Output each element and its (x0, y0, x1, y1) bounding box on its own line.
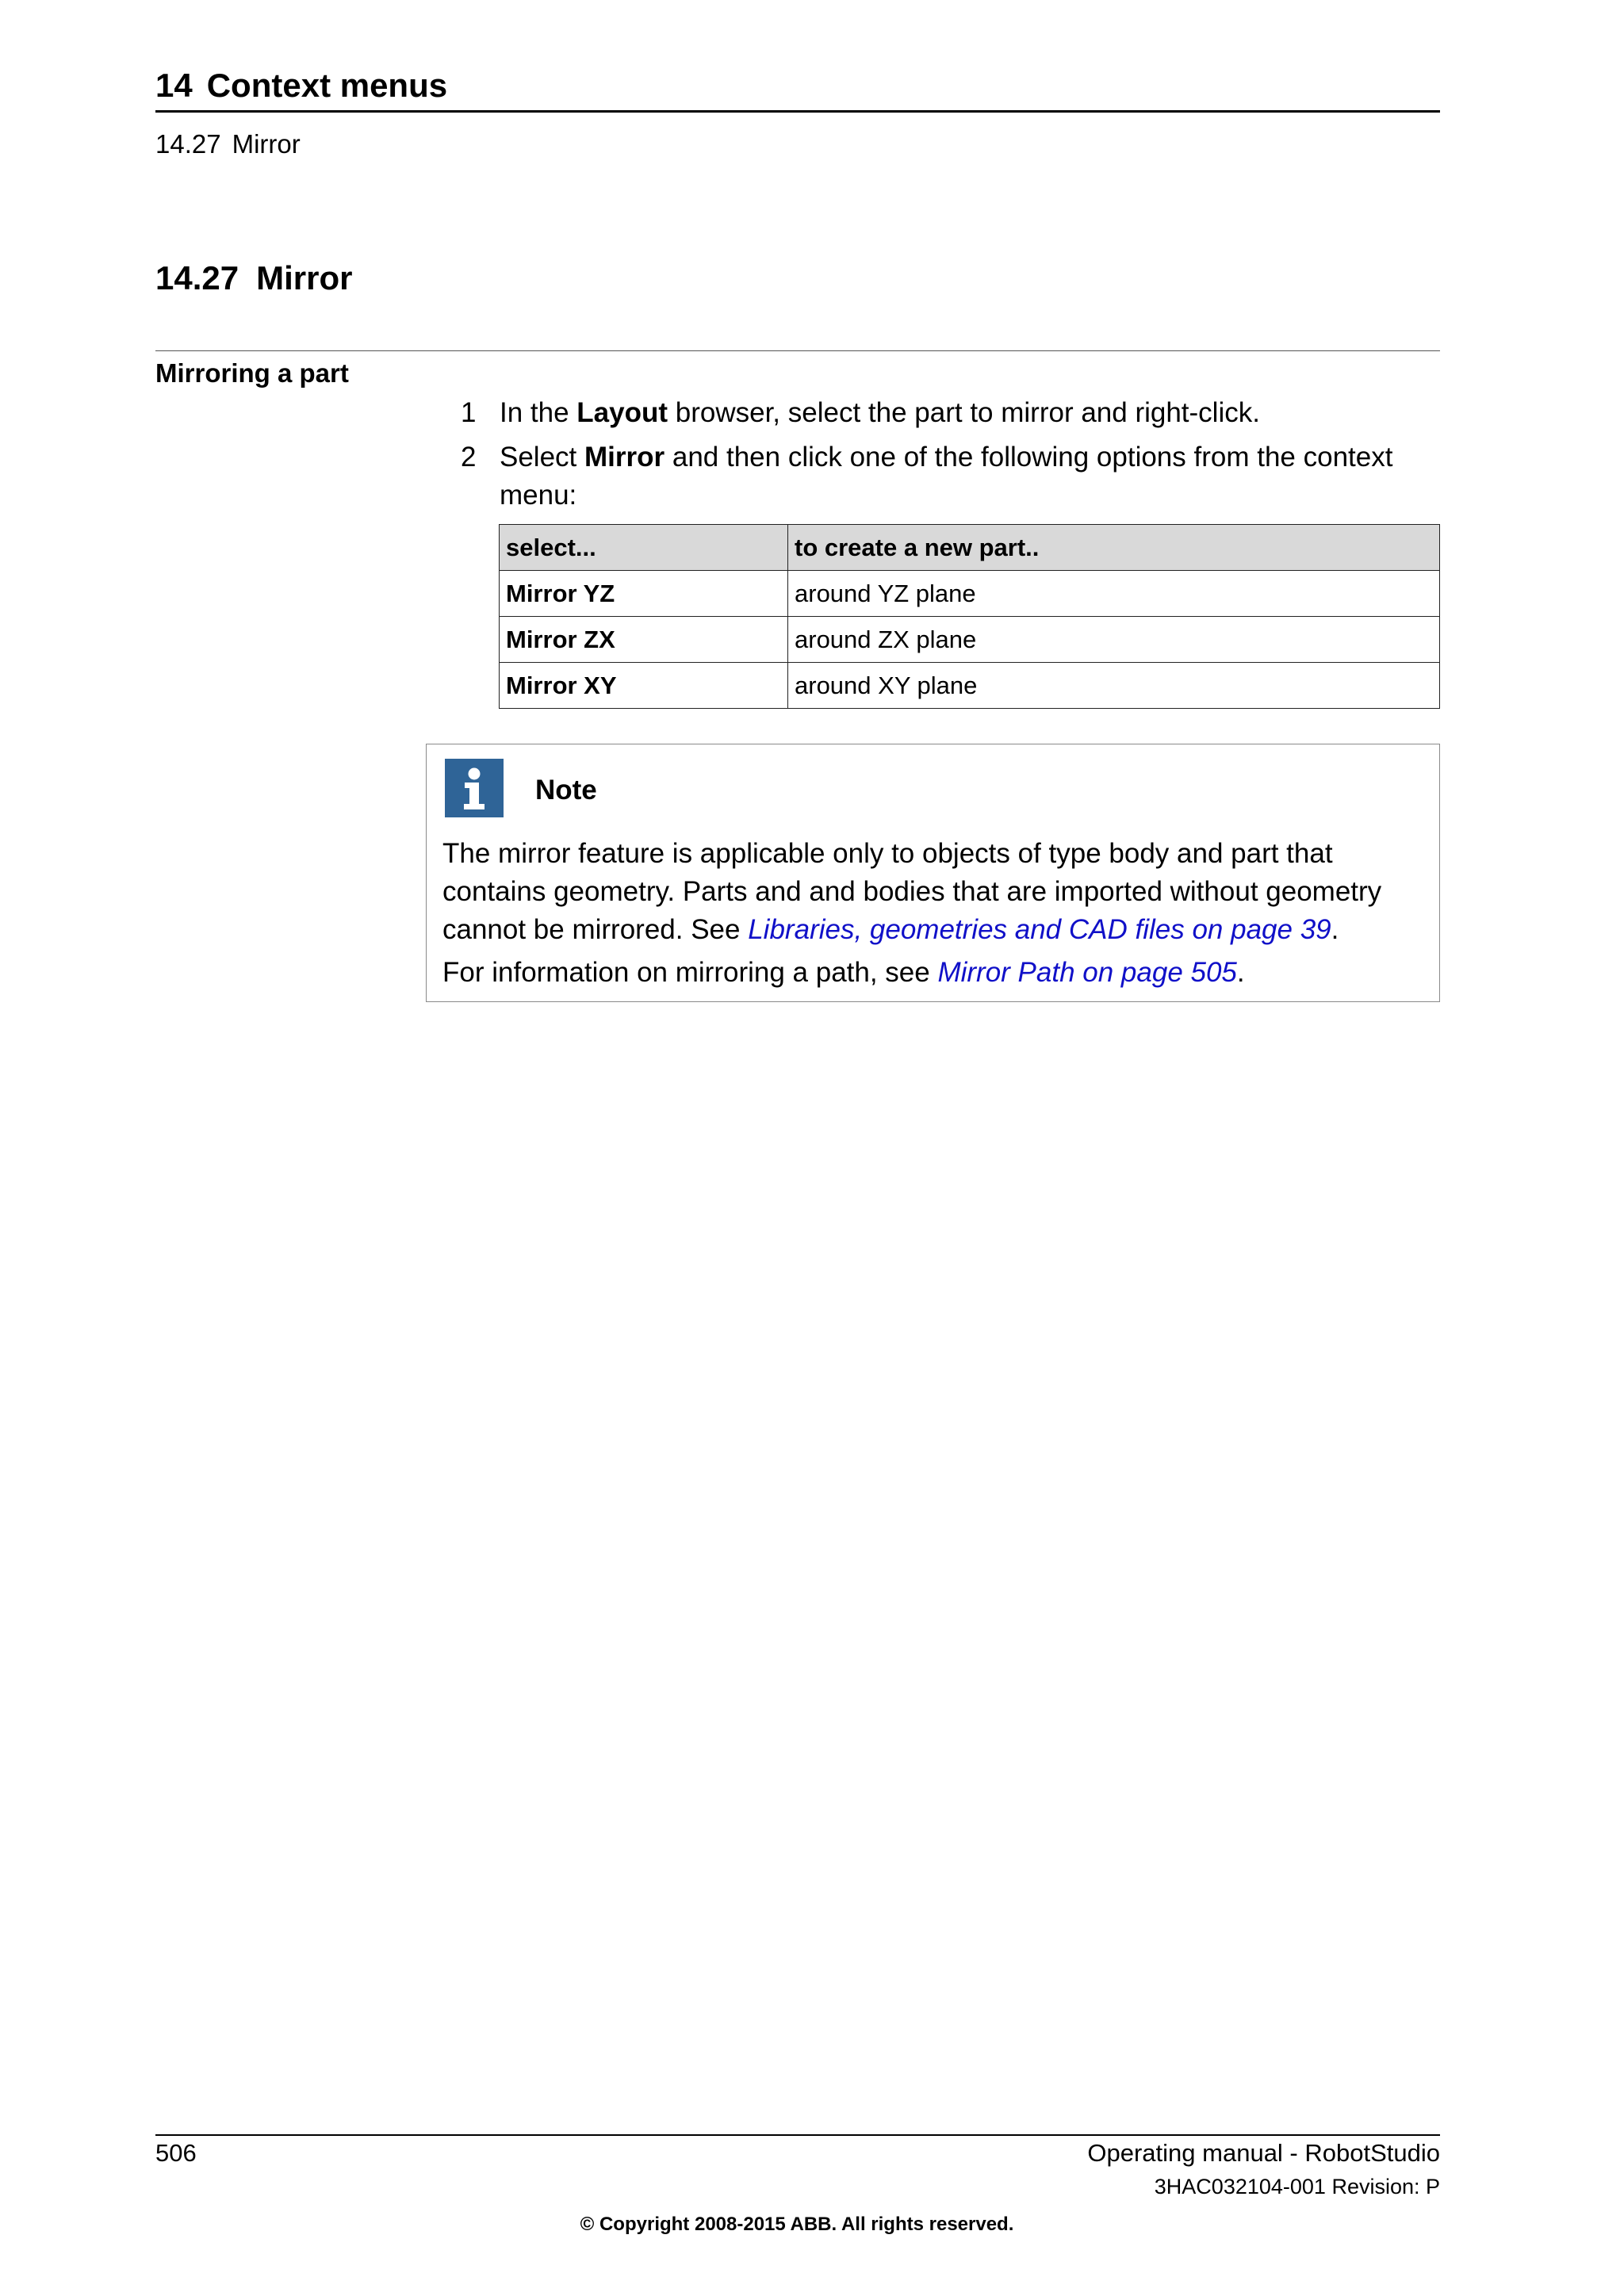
table-header-row (500, 525, 1440, 571)
table-cell-result: around YZ plane (788, 571, 1440, 617)
table-row (500, 571, 1440, 617)
table-row (500, 663, 1440, 709)
note-text: The mirror feature is applicable only to objects of type body and part that contains geometry. Parts and and bodies that are imported without geometry cannot be mirrored. See (442, 838, 1382, 945)
document-id: 3HAC032104-001 Revision: P (1154, 2175, 1440, 2198)
chapter-title-text: Context menus (206, 67, 448, 104)
step-number: 2 (461, 442, 477, 473)
table-cell-option: Mirror ZX (500, 617, 788, 663)
step-1 (461, 394, 1440, 432)
mirror-path-link[interactable]: Mirror Path on page 505 (937, 957, 1237, 988)
section-rule (155, 350, 1440, 351)
step-text-prefix: In the (500, 397, 577, 428)
note-text-end: . (1236, 957, 1245, 988)
running-section-title (155, 129, 301, 159)
page-number: 506 (155, 2139, 197, 2167)
section-number: 14.27 (155, 259, 239, 297)
note-text: For information on mirroring a path, see (442, 957, 938, 988)
mirror-options-table (499, 524, 1440, 709)
step-text-suffix: browser, select the part to mirror and right-click. (668, 397, 1260, 428)
table-cell-result: around ZX plane (788, 617, 1440, 663)
note-box (426, 744, 1440, 1002)
note-paragraph-2 (442, 954, 1434, 992)
table-cell-option: Mirror YZ (500, 571, 788, 617)
chapter-title (155, 67, 447, 105)
note-label: Note (535, 775, 597, 806)
table-cell-result: around XY plane (788, 663, 1440, 709)
note-paragraph-1 (442, 835, 1434, 949)
manual-title: Operating manual - RobotStudio (1087, 2139, 1440, 2167)
step-text-prefix: Select (500, 442, 584, 473)
libraries-link[interactable]: Libraries, geometries and CAD files on page 39 (748, 914, 1331, 945)
table-header-cell: to create a new part.. (788, 525, 1440, 571)
side-heading: Mirroring a part (155, 358, 349, 388)
step-text (500, 438, 1440, 515)
footer-rule (155, 2134, 1440, 2136)
note-text-end: . (1331, 914, 1339, 945)
table-cell-option: Mirror XY (500, 663, 788, 709)
step-number: 1 (461, 397, 477, 428)
table-header-cell: select... (500, 525, 788, 571)
copyright-notice: © Copyright 2008-2015 ABB. All rights reserved. (580, 2214, 1014, 2235)
chapter-number: 14 (155, 67, 193, 104)
section-title: Mirror (256, 259, 353, 297)
step-text (500, 394, 1440, 432)
section-heading (155, 259, 352, 297)
step-2 (461, 438, 1440, 515)
header-rule (155, 110, 1440, 113)
step-text-suffix: and then click one of the following options from the context menu: (500, 442, 1393, 511)
ui-term-mirror: Mirror (584, 442, 665, 473)
running-section-number: 14.27 (155, 129, 221, 159)
info-icon-glyph (445, 759, 504, 817)
info-icon (445, 759, 504, 817)
ui-term-layout: Layout (576, 397, 668, 428)
running-section-text: Mirror (232, 129, 301, 159)
table-row (500, 617, 1440, 663)
